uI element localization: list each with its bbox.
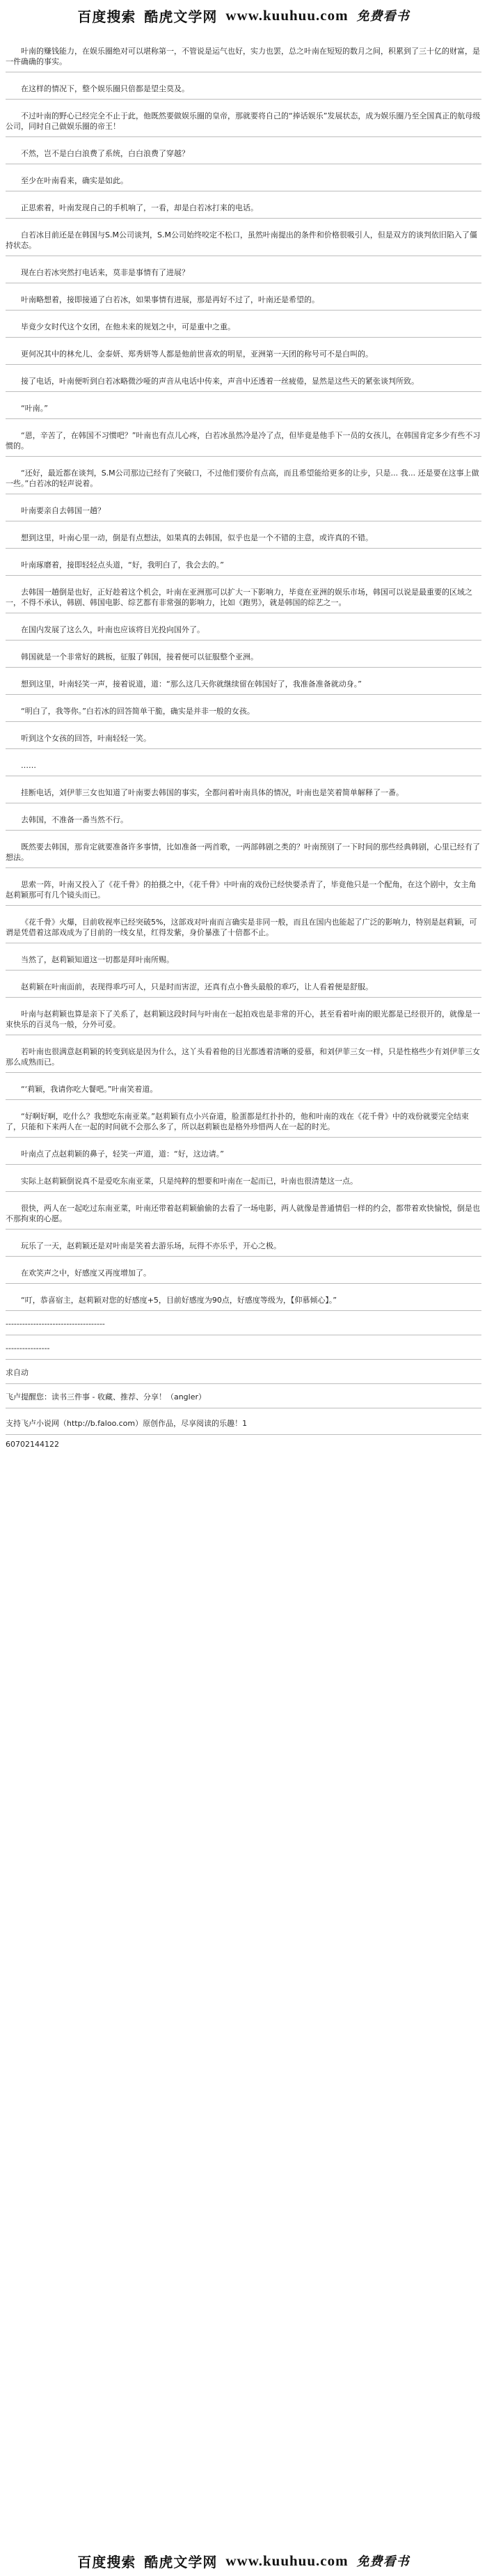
paragraph: 想到这里，叶南轻笑一声，接着说道，道：“那么这几天你就继续留在韩国好了，我准备准备就动身。” [6,668,481,695]
paragraph: 挂断电话，刘伊菲三女也知道了叶南要去韩国的事实，全都问着叶南具体的情况，叶南也是笑着简单解释了一番。 [6,776,481,803]
paragraph: 接了电话，叶南便听到白若冰略微沙哑的声音从电话中传来，声音中还透着一丝疲倦，显然是这些天的紧张谈判所致。 [6,365,481,392]
separator-line: ------------------------------------ [6,1311,481,1335]
paragraph: 毕竟少女时代这个女团，在他未来的规划之中，可是重中之重。 [6,311,481,338]
paragraph: 现在白若冰突然打电话来，莫非是事情有了进展？ [6,256,481,283]
paragraph: 不然，岂不是白白浪费了系统，白白浪费了穿越？ [6,137,481,164]
paragraph: 想到这里，叶南心里一动，倒是有点想法，如果真的去韩国，似乎也是一个不错的主意，或许真的不错。 [6,521,481,549]
chapter-content [0,31,487,1450]
paragraph: 听到这个女孩的回答，叶南轻轻一笑。 [6,722,481,749]
paragraph: 韩国就是一个非常好的跳板，征服了韩国，接着便可以征服整个亚洲。 [6,641,481,668]
paragraph: 至少在叶南看来，确实是如此。 [6,164,481,191]
system-notice-paragraph: “叮，恭喜宿主，赵莉颖对您的好感度+5，目前好感度为90点，好感度等级为，【仰慕倾心】。” [6,1284,481,1311]
site-banner-top [0,0,487,31]
banner-brand-text: 酷虎文学网 [144,8,218,25]
paragraph: “恩，辛苦了，在韩国不习惯吧？”叶南也有点儿心疼，白若冰虽然冷是冷了点，但毕竟是他手下一员的女孩儿，在韩国肯定多少有些不习惯的。 [6,419,481,457]
paragraph: 去韩国一趟倒是也好，正好趁着这个机会，叶南在亚洲那可以扩大一下影响力，毕竟在亚洲的娱乐市场，韩国可以说是最重要的区域之一，不得不承认，韩剧、韩国电影、综艺都有非常强的影响力，比如《跑男》，就是韩国的综艺之一。 [6,576,481,613]
site-banner-bottom [0,2545,487,2576]
paragraph: 正思索着，叶南发现自己的手机响了，一看，却是白若冰打来的电话。 [6,191,481,219]
paragraph: 思索一阵，叶南又投入了《花千骨》的拍摄之中，《花千骨》中叶南的戏份已经快要杀青了，毕竟他只是一个配角，在这个剧中，女主角赵莉颖那可有几个镜头而已。 [6,868,481,906]
paragraph: 叶南点了点赵莉颖的鼻子，轻笑一声道，道：“好，这边请。” [6,1138,481,1165]
banner-free-text: 免费看书 [356,2554,410,2569]
paragraph: “叶南。” [6,392,481,419]
paragraph: 去韩国，不准备一番当然不行。 [6,803,481,831]
banner-site-link[interactable]: www.kuuhuu.com [225,2552,349,2569]
paragraph: 玩乐了一天，赵莉颖还是对叶南是笑着去游乐场，玩得不亦乐乎，开心之极。 [6,1230,481,1257]
paragraph: “好啊好啊，吃什么？我想吃东南亚菜。”赵莉颖有点小兴奋道，脸蛋都是红扑扑的，他和叶南的戏在《花千骨》中的戏份就要完全结束了，只能和下来两人在一起的时间就不会那么多了，所以赵莉颖也是格外珍惜两人在一起的时光。 [6,1100,481,1138]
paragraph: 赵莉颖在叶南面前，表现得乖巧可人，只是时而害涩，还真有点小鲁头最般的乖巧，让人看着便是舒服。 [6,971,481,998]
paragraph: “‘莉颖，我请你吃大餐吧。”叶南笑着道。 [6,1073,481,1100]
paragraph: “还好，最近都在谈判，S.M公司那边已经有了突破口，不过他们要价有点高，而且希望能给更多的让步，只是... 我... 还是要在这事上做一些。”白若冰的轻声说着。 [6,457,481,494]
paragraph: 叶南略想着，接即接通了白若冰，如果事情有进展，那是再好不过了，叶南还是希望的。 [6,283,481,311]
paragraph: “明白了，我等你。”白若冰的回答简单干脆，确实是并非一般的女孩。 [6,695,481,722]
paragraph: 叶南要亲自去韩国一趟？ [6,494,481,521]
paragraph: 很快，两人在一起吃过东南亚菜，叶南还带着赵莉颖偷偷的去看了一场电影，两人就像是普通情侣一样的约会，都带着欢快愉悦，倒是也不那拘束的心愿。 [6,1192,481,1230]
banner-site-link[interactable]: www.kuuhuu.com [225,6,349,24]
paragraph: 叶南与赵莉颖也算是亲下了关系了，赵莉颖这段时间与叶南在一起拍戏也是非常的开心，甚至看着叶南的眼光都是已经很开的，就像是一束快乐的百灵鸟一般，分外可爱。 [6,998,481,1035]
paragraph: 白若冰目前还是在韩国与S.M公司谈判，S.M公司始终咬定不松口，虽然叶南提出的条件和价格很吸引人，但是双方的谈判依旧陷入了僵持状态。 [6,219,481,256]
request-text: 求自动 [6,1360,481,1384]
support-notice: 支持飞卢小说网（http://b.faloo.com）原创作品，尽享阅读的乐趣！1 [6,1408,481,1435]
ellipsis-divider: …… [6,749,481,776]
banner-brand-text: 酷虎文学网 [144,2553,218,2570]
paragraph: 实际上赵莉颖倒说真不是爱吃东南亚菜，只是纯粹的想要和叶南在一起而已，叶南也很清楚这一点。 [6,1165,481,1192]
paragraph: 《花千骨》火爆，目前收视率已经突破5%，这部戏对叶南而言确实是非同一般，而且在国内也能起了广泛的影响力，特别是赵莉颖，可谓是凭借着这部戏成为了目前的一线女星，红得发紫，身价暴涨了十倍都不止。 [6,906,481,943]
banner-search-text: 百度搜索 [77,8,136,25]
paragraph: 叶南琢磨着，接即轻轻点头道，“好，我明白了，我会去的。” [6,549,481,576]
banner-search-text: 百度搜索 [77,2553,136,2570]
banner-free-text: 免费看书 [356,9,410,24]
paragraph: 在国内发展了这么久，叶南也应该将目光投向国外了。 [6,613,481,641]
paragraph: 在欢笑声之中，好感度又再度增加了。 [6,1257,481,1284]
paragraph: 更何况其中的林允儿、金泰妍、郑秀妍等人都是他前世喜欢的明星，亚洲第一天团的称号可不是白叫的。 [6,338,481,365]
paragraph: 在这样的情况下，整个娱乐圈只倍都是望尘莫及。 [6,72,481,100]
paragraph: 若叶南也很满意赵莉颖的转变到底是因为什么，这丫头看着他的目光都透着清晰的爱慕，和刘伊菲三女一样，只是性格些少有刘伊菲三女那么成熟而已。 [6,1035,481,1073]
paragraph: 既然要去韩国，那肯定就要准备许多事情，比如准备一两首歌，一两部韩剧之类的？叶南预别了一下时间的那些经典韩剧，心里已经有了想法。 [6,831,481,868]
paragraph: 叶南的赚钱能力，在娱乐圈绝对可以堪称第一，不管说是运气也好，实力也罢，总之叶南在短短的数月之间，积累到了三十亿的财富，是一件确确的事实。 [6,35,481,72]
reading-tip: 飞卢提醒您：读书三件事 - 收藏、推荐、分享！（angler） [6,1384,481,1408]
chapter-code: 60702144122 [6,1440,59,1449]
paragraph: 不过叶南的野心已经完全不止于此，他既然要做娱乐圈的皇帝，那就要将自己的“捧话娱乐”发展状态，成为娱乐圈乃至全国真正的航母级公司，同时自己做娱乐圈的帝王！ [6,100,481,137]
separator-line-short: ---------------- [6,1335,481,1360]
paragraph: 当然了，赵莉颖知道这一切都是拜叶南所赐。 [6,943,481,971]
